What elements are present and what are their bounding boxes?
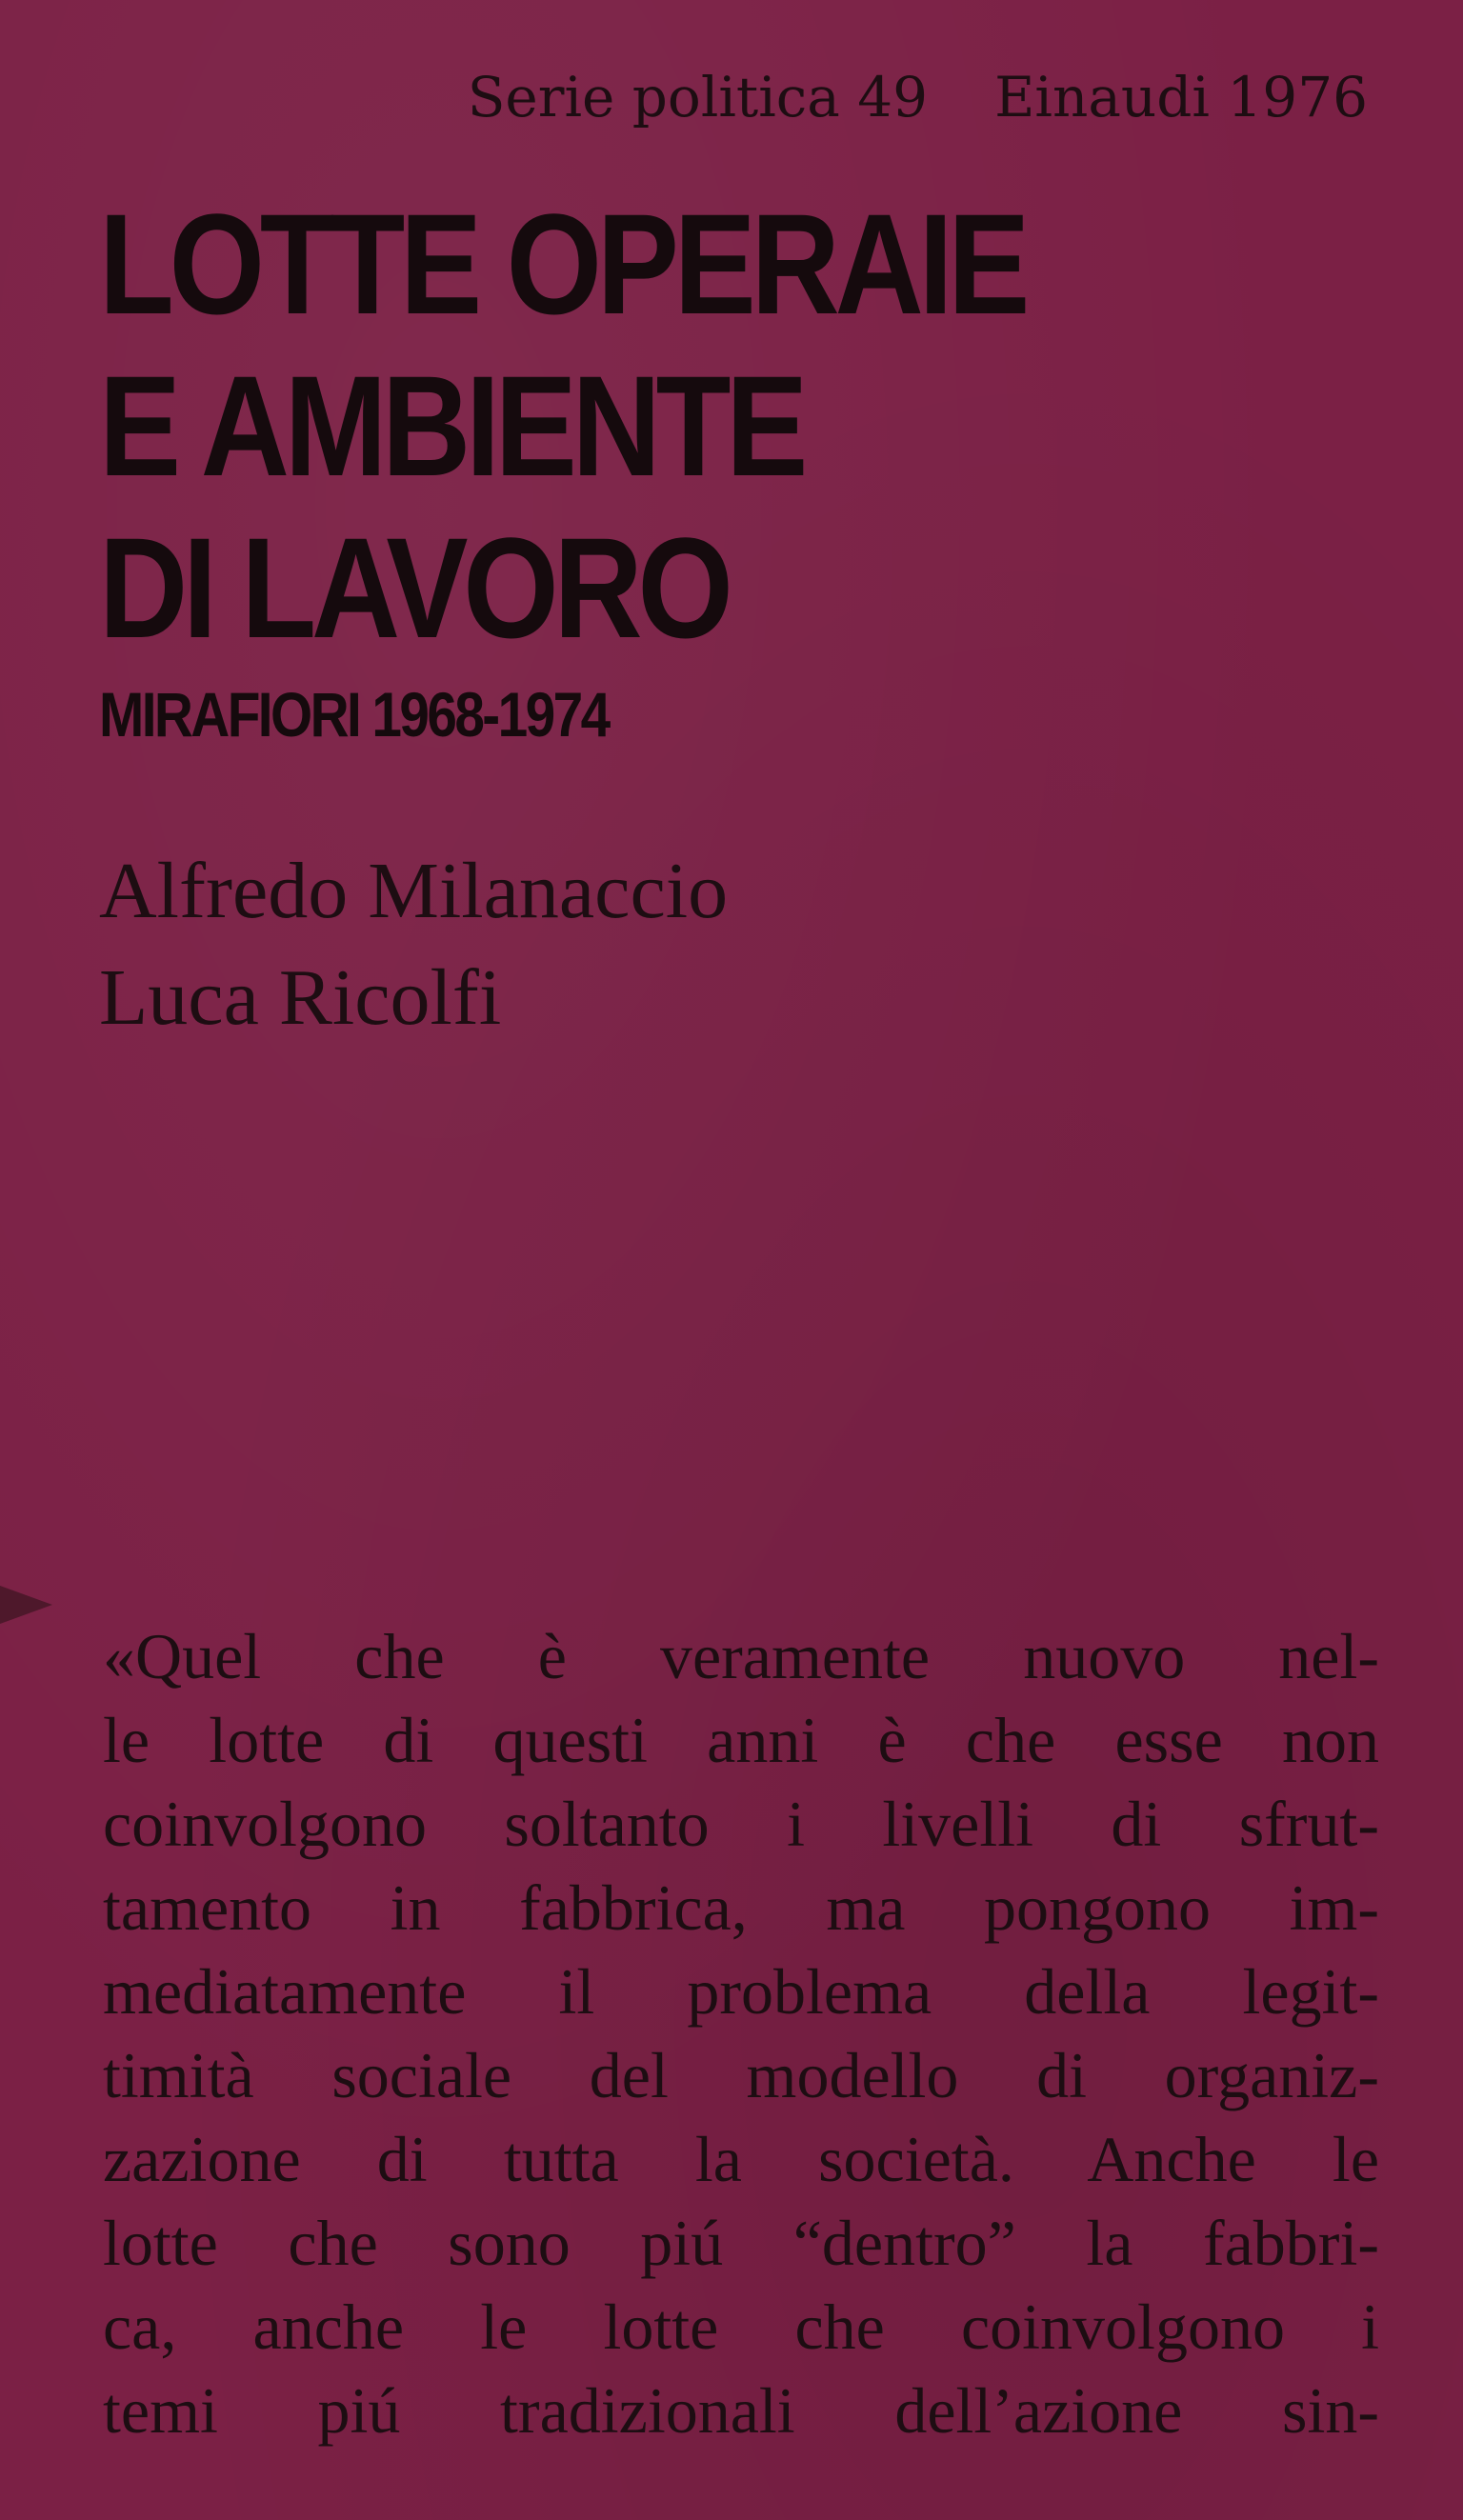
series-line xyxy=(468,65,1368,130)
quote-line: coinvolgono soltanto i livelli di sfrut- xyxy=(103,1788,1379,1860)
title-line-1: LOTTE OPERAIE xyxy=(99,184,1026,344)
quote-line: lotte che sono piú “dentro” la fabbri- xyxy=(103,2207,1379,2279)
title-line-3: DI LAVORO xyxy=(99,508,729,668)
quote-line: tamento in fabbrica, ma pongono im- xyxy=(103,1871,1379,1944)
quote-line: timità sociale del modello di organiz- xyxy=(103,2039,1379,2111)
book-subtitle: MIRAFIORI 1968-1974 xyxy=(99,679,609,750)
quote-line: ca, anche le lotte che coinvolgono i xyxy=(103,2290,1379,2363)
quote-line: zazione di tutta la società. Anche le xyxy=(103,2123,1379,2195)
book-title xyxy=(99,183,1025,669)
author-2: Luca Ricolfi xyxy=(99,953,502,1042)
authors xyxy=(99,838,728,1051)
quote-line: mediatamente il problema della legit- xyxy=(103,1955,1379,2028)
quote-line: le lotte di questi anni è che esse non xyxy=(103,1704,1379,1776)
quote-line: «Quel che è veramente nuovo nel- xyxy=(103,1620,1379,1692)
series-collection: Serie politica 49 xyxy=(467,65,929,130)
title-line-2: E AMBIENTE xyxy=(99,346,804,506)
series-publisher-year: Einaudi 1976 xyxy=(994,65,1368,130)
blurb-quote xyxy=(103,1614,1379,2452)
quote-line: temi piú tradizionali dell’azione sin- xyxy=(103,2374,1379,2447)
edge-mark xyxy=(0,1586,52,1624)
author-1: Alfredo Milanaccio xyxy=(99,847,729,935)
